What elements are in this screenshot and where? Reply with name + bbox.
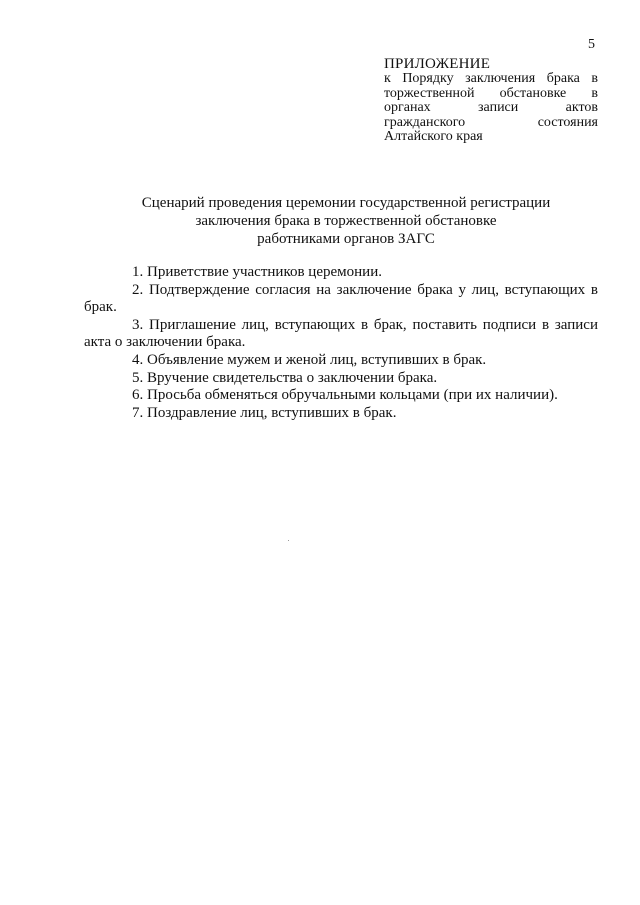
appendix-word: гражданского bbox=[384, 114, 466, 130]
word: заключение bbox=[336, 281, 412, 298]
list-item-continuation: брак. bbox=[84, 299, 117, 316]
list-item-continuation: акта о заключении брака. bbox=[84, 334, 246, 351]
word: 3. bbox=[132, 316, 144, 333]
word: поставить bbox=[412, 316, 477, 333]
appendix-line-3 bbox=[384, 101, 598, 116]
word: брак, bbox=[373, 316, 407, 333]
word: Подтверждение bbox=[148, 281, 250, 298]
word: вступающих bbox=[504, 281, 586, 298]
list-item-3 bbox=[84, 317, 598, 352]
list-item-1: 1. Приветствие участников церемонии. bbox=[132, 264, 382, 280]
appendix-word: записи bbox=[478, 100, 519, 115]
list-item-line bbox=[84, 282, 598, 300]
word: вступающих bbox=[274, 316, 356, 333]
word: 2. bbox=[132, 281, 144, 298]
heading-line: заключения брака в торжественной обстановке bbox=[195, 213, 497, 229]
word: Приглашение bbox=[149, 316, 236, 333]
appendix-line-4 bbox=[384, 116, 598, 131]
appendix-word: актов bbox=[565, 100, 598, 115]
appendix-word: Порядку bbox=[402, 71, 454, 86]
word: лиц, bbox=[471, 281, 499, 298]
appendix-word: обстановке bbox=[499, 85, 567, 101]
list-item-2 bbox=[84, 282, 598, 317]
word: подписи bbox=[482, 316, 537, 333]
word: лиц, bbox=[241, 316, 269, 333]
appendix-block bbox=[384, 56, 598, 145]
page-number: 5 bbox=[588, 37, 595, 52]
list-item-6: 6. Просьба обменяться обручальными кольцами (при их наличии). bbox=[132, 387, 558, 404]
list-item-line bbox=[84, 317, 598, 335]
appendix-title: ПРИЛОЖЕНИЕ bbox=[384, 56, 491, 72]
list-item-4: 4. Объявление мужем и женой лиц, вступивших в брак. bbox=[132, 351, 487, 368]
appendix-word: органах bbox=[384, 100, 431, 115]
word: согласия bbox=[255, 281, 311, 298]
appendix-word: к bbox=[384, 71, 391, 86]
document-heading bbox=[100, 194, 592, 248]
appendix-word: состояния bbox=[537, 114, 598, 130]
word: в bbox=[360, 316, 369, 333]
appendix-word: торжественной bbox=[384, 85, 475, 101]
word: в bbox=[541, 316, 550, 333]
word: у bbox=[458, 281, 466, 298]
appendix-word: в bbox=[591, 85, 598, 101]
list-item-5: 5. Вручение свидетельства о заключении брака. bbox=[132, 369, 438, 386]
scan-speck bbox=[288, 540, 289, 541]
word: брака bbox=[417, 281, 453, 298]
word: на bbox=[316, 281, 331, 298]
appendix-word: в bbox=[591, 71, 598, 86]
appendix-word: заключения bbox=[465, 71, 536, 86]
appendix-line-5: Алтайского края bbox=[384, 129, 483, 144]
ceremony-steps-list bbox=[84, 264, 598, 422]
appendix-line-2 bbox=[384, 87, 598, 102]
heading-line: Сценарий проведения церемонии государственной регистрации bbox=[141, 195, 551, 211]
appendix-word: брака bbox=[546, 71, 580, 86]
heading-line: работниками органов ЗАГС bbox=[257, 231, 435, 247]
appendix-line-1 bbox=[384, 72, 598, 87]
word: в bbox=[590, 281, 598, 298]
list-item-7: 7. Поздравление лиц, вступивших в брак. bbox=[132, 404, 397, 421]
word: записи bbox=[554, 316, 598, 333]
